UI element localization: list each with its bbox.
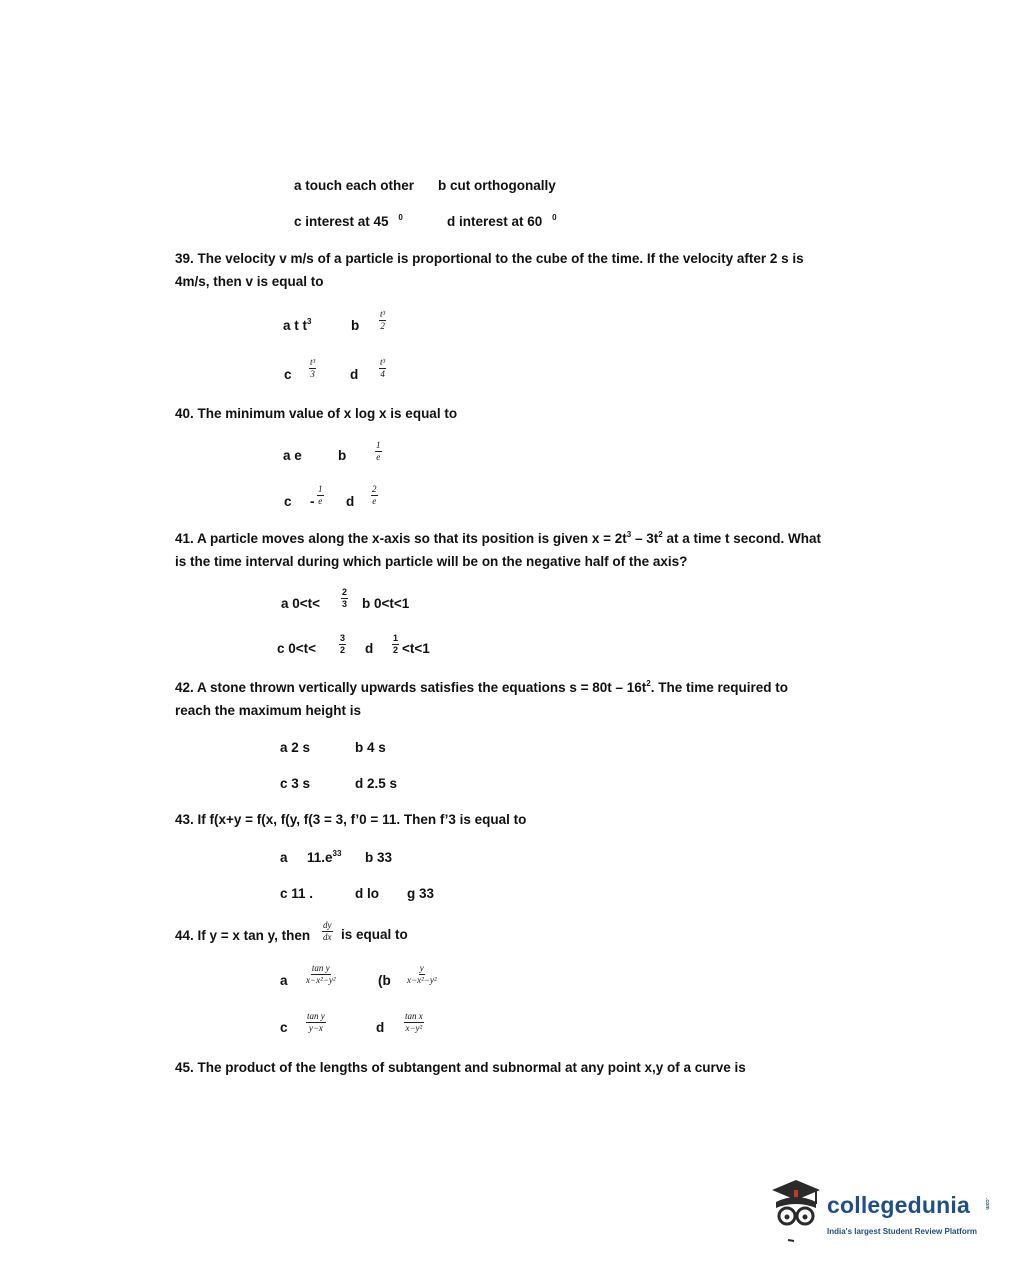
q39-option-d-label: d — [350, 367, 359, 382]
q43-option-d-cont: g 33 — [407, 886, 435, 901]
q41-option-d-label: d — [365, 641, 374, 656]
q44-text-start: 44. If y = x tan y, then — [175, 928, 311, 943]
q39-option-c-fraction: $\frac{\text{t³}}{3}$ — [310, 357, 316, 379]
q41-option-d-inequality: <t<1 — [402, 641, 430, 656]
q43-option-a-value: $11.e^{33}$ — [307, 849, 342, 865]
q42-option-d: d 2.5 s — [355, 776, 398, 791]
q44-option-d-fraction: $\frac{\text{tan x}}{\text{x−y²}}$ — [405, 1011, 423, 1033]
q41-option-d-fraction: $\frac{1}{2}$ — [393, 633, 399, 655]
q44-option-b-label: (b — [378, 973, 391, 988]
q42-text-line2: reach the maximum height is — [175, 703, 362, 718]
q38-option-b: b cut orthogonally — [438, 178, 556, 193]
q38-option-d: d interest at 60 $^0$ — [447, 213, 557, 229]
q44-derivative: $\frac{dy}{dx}$ — [323, 920, 332, 942]
q44-option-a-label: a — [280, 973, 288, 988]
q40-option-d-label: d — [346, 494, 355, 509]
q38-option-a: a touch each other — [294, 178, 415, 193]
q44-option-c-fraction: $\frac{\text{tan y}}{y-x}$ — [307, 1011, 325, 1033]
q43-option-a-label: a — [280, 850, 288, 865]
q44-option-d-label: d — [376, 1020, 385, 1035]
q44-option-b-fraction: $\frac{y}{\text{x−x²−y²}}$ — [407, 963, 437, 985]
q43-option-d: d lo — [355, 886, 379, 901]
q41-text-line1: 41. A particle moves along the x-axis so that its position is given $x = 2t^3 - 3t^2$ at a time t second. What — [175, 530, 821, 546]
collegedunia-mascot-icon — [766, 1178, 826, 1242]
q43-option-b: b 33 — [365, 850, 393, 865]
q40-text: 40. The minimum value of x log x is equal to — [175, 406, 458, 421]
q41-option-a-label: a 0<t< — [281, 596, 321, 611]
q41-text-line2: is the time interval during which particle will be on the negative half of the axis? — [175, 554, 688, 569]
q41-option-c-fraction: $\frac{3}{2}$ — [340, 633, 346, 655]
q43-text: 43. If f(x+y = f(x, f(y, f(3 = 3, f’0 = 11. Then f’3 is equal to — [175, 812, 527, 827]
q43-option-c: c 11 . — [280, 886, 314, 901]
q42-option-a: a 2 s — [280, 740, 311, 755]
q42-text-line1: 42. A stone thrown vertically upwards satisfies the equations $s = 80t - 16t^2$. The time required to — [175, 679, 789, 695]
q42-option-c: c 3 s — [280, 776, 311, 791]
logo-com: .com — [984, 1198, 990, 1210]
q42-option-b: b 4 s — [355, 740, 386, 755]
q39-option-b-fraction: $\frac{\text{t³}}{2}$ — [380, 309, 386, 331]
q40-option-d-fraction: $\frac{2}{e}$ — [372, 484, 377, 506]
q39-option-d-fraction: $\frac{\text{t³}}{4}$ — [380, 357, 386, 379]
q44-text-end: is equal to — [341, 927, 408, 942]
q41-option-c-label: c 0<t< — [277, 641, 317, 656]
q40-option-b-fraction: $\frac{1}{e}$ — [376, 440, 381, 462]
q38-option-c: c interest at 45 $^0$ — [294, 213, 403, 229]
q39-option-a: a t $t^3$ — [283, 317, 312, 333]
q40-option-b-label: b — [338, 448, 347, 463]
q44-option-c-label: c — [280, 1020, 288, 1035]
q41-option-b: b 0<t<1 — [362, 596, 410, 611]
q44-option-a-fraction: $\frac{\text{tan y}}{\text{x−x²−y²}}$ — [306, 963, 336, 985]
q45-text: 45. The product of the lengths of subtangent and subnormal at any point x,y of a curve is — [175, 1060, 746, 1075]
q40-option-c-fraction: $\frac{1}{e}$ — [318, 484, 323, 506]
q39-text-line1: 39. The velocity v m/s of a particle is proportional to the cube of the time. If the velocity after 2 s is — [175, 251, 804, 266]
q40-option-c-minus: - — [310, 494, 315, 509]
q39-option-c-label: c — [284, 367, 292, 382]
q40-option-a: a e — [283, 448, 302, 463]
q40-option-c-label: c — [284, 494, 292, 509]
q39-option-b-label: b — [351, 318, 360, 333]
logo-tagline: India's largest Student Review Platform — [827, 1227, 977, 1236]
q39-text-line2: 4m/s, then v is equal to — [175, 274, 324, 289]
q41-option-a-fraction: $\frac{2}{3}$ — [342, 587, 348, 609]
logo-wordmark: collegedunia — [827, 1192, 970, 1218]
